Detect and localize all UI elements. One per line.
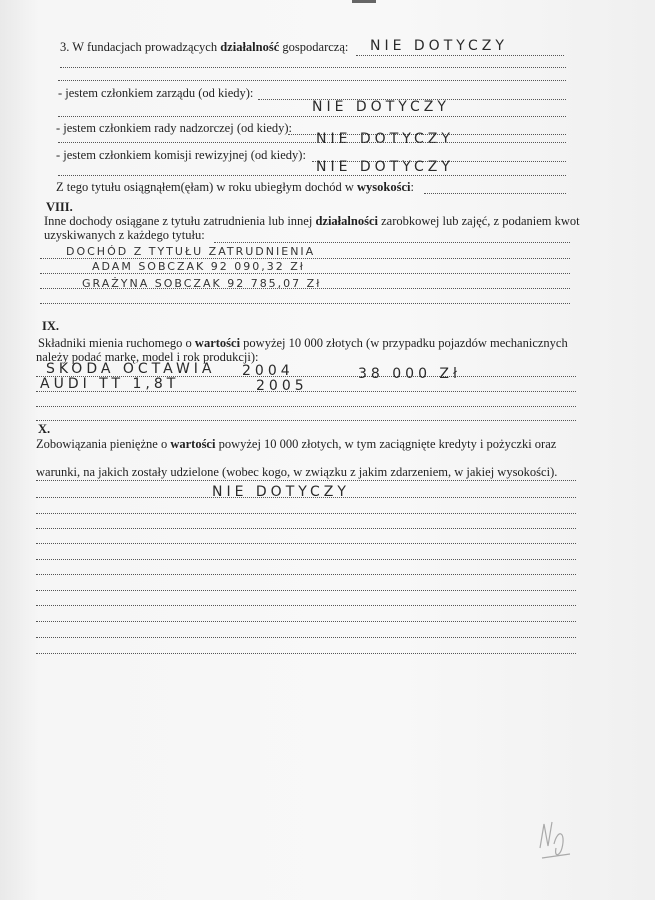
answer-line	[58, 116, 566, 117]
answer-line	[36, 637, 576, 638]
car1-name: SKODA OCTAWIA	[46, 361, 216, 377]
section-x-line1: Zobowiązania pieniężne o wartości powyżej 10 000 złotych, w tym zaciągnięte kredyty i pożyczki oraz	[36, 437, 557, 451]
q3-answer: NIE DOTYCZY	[370, 38, 508, 54]
answer-line	[36, 653, 576, 654]
answer-line	[356, 55, 564, 56]
viii-answer-3: GRAŻYNA SOBCZAK 92 785,07 Zł	[82, 277, 322, 290]
section-ix-heading: IX.	[42, 319, 60, 333]
viii-answer-1: DOCHÓD Z TYTUŁU ZATRUDNIENIA	[66, 245, 316, 258]
section-ix-line2: należy podać markę, model i rok produkcji):	[36, 350, 259, 364]
answer-line	[214, 242, 570, 243]
signature-mark	[536, 818, 576, 862]
viii-answer-2: ADAM SOBCZAK 92 090,32 Zł	[92, 260, 305, 273]
answer-line	[60, 67, 566, 68]
answer-line	[40, 258, 570, 259]
answer-line	[424, 193, 566, 194]
zarzad-answer: NIE DOTYCZY	[312, 99, 450, 115]
answer-line	[36, 420, 576, 421]
answer-line	[36, 590, 576, 591]
scan-mark	[352, 0, 376, 3]
car1-value: 38 000 Zł	[358, 366, 462, 382]
car2-year: 2005	[256, 378, 308, 394]
answer-line	[36, 559, 576, 560]
answer-line	[58, 175, 566, 176]
komisja-answer: NIE DOTYCZY	[316, 159, 454, 175]
rada-answer: NIE DOTYCZY	[316, 131, 454, 147]
rada-label: - jestem członkiem rady nadzorczej (od kiedy):	[56, 121, 293, 135]
x-answer: NIE DOTYCZY	[212, 484, 350, 500]
answer-line	[36, 406, 576, 407]
car2-name: AUDI TT 1,8T	[40, 376, 180, 392]
answer-line	[36, 513, 576, 514]
answer-line	[58, 80, 566, 81]
answer-line	[40, 273, 570, 274]
answer-line	[40, 303, 570, 304]
answer-line	[36, 605, 576, 606]
section-viii-heading: VIII.	[46, 200, 73, 214]
komisja-label: - jestem członkiem komisji rewizyjnej (od kiedy):	[56, 148, 306, 162]
section-viii-line2: uzyskiwanych z każdego tytułu:	[44, 228, 205, 242]
section-viii-line1: Inne dochody osiągane z tytułu zatrudnienia lub innej działalności zarobkowej lub zajęć, z podaniem kwot	[44, 214, 580, 228]
zarzad-label: - jestem członkiem zarządu (od kiedy):	[58, 86, 254, 100]
section-x-line2: warunki, na jakich zostały udzielone (wobec kogo, w związku z jakim zdarzeniem, w jakiej wysokości).	[36, 465, 558, 479]
section-x-heading: X.	[38, 422, 51, 436]
answer-line	[58, 142, 566, 143]
answer-line	[40, 288, 570, 289]
q3-label: 3. W fundacjach prowadzących działalność gospodarczą:	[60, 40, 349, 54]
section-ix-line1: Składniki mienia ruchomego o wartości powyżej 10 000 złotych (w przypadku pojazdów mechanicznych	[38, 336, 568, 350]
car1-year: 2004	[242, 363, 294, 379]
answer-line	[36, 543, 576, 544]
answer-line	[36, 480, 576, 481]
answer-line	[36, 574, 576, 575]
dochod-label: Z tego tytułu osiągnąłem(ęłam) w roku ubiegłym dochód w wysokości:	[56, 180, 414, 194]
answer-line	[36, 497, 576, 498]
answer-line	[36, 621, 576, 622]
answer-line	[36, 528, 576, 529]
